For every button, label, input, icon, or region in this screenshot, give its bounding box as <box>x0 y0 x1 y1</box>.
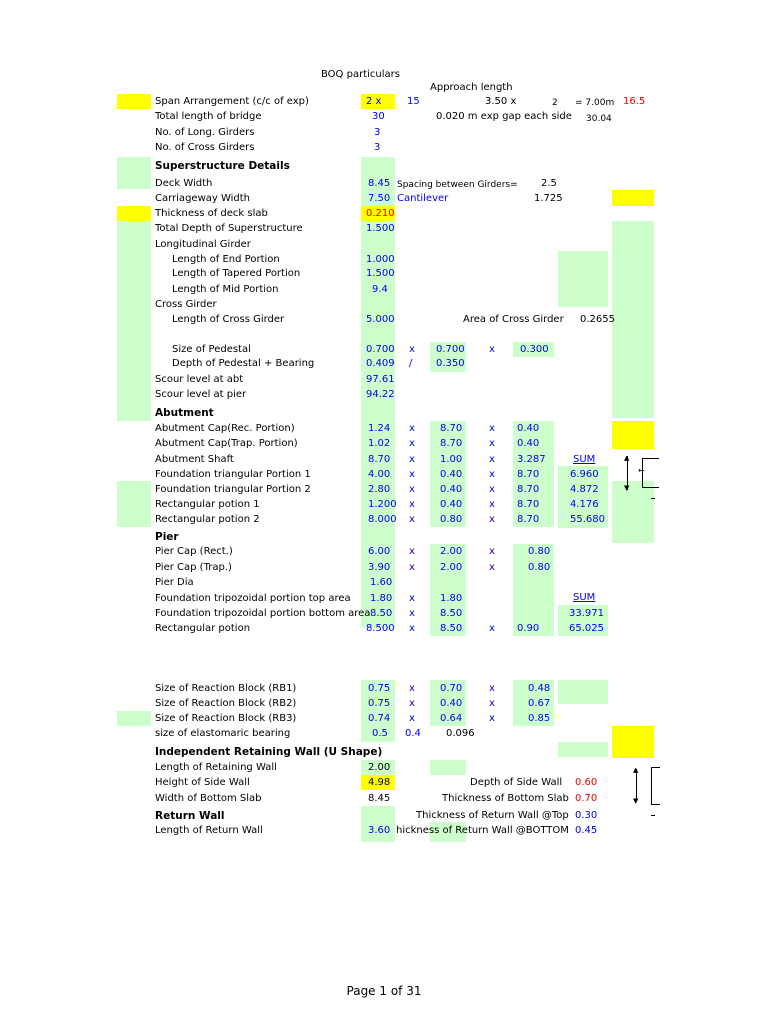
abutment-row-sum: 55.680 <box>570 514 605 525</box>
end-portion-value: 1.000 <box>366 254 395 265</box>
pier-dia-value: 1.60 <box>370 577 393 588</box>
abutment-row-v3: 8.70 <box>517 469 540 480</box>
pier-sum-label: SUM <box>573 592 596 603</box>
pier-cap-rect-op1: x <box>409 546 415 557</box>
highlight-a-block1 <box>117 221 151 421</box>
retaining-length-label: Length of Retaining Wall <box>155 762 277 773</box>
found-top-v1: 1.80 <box>370 593 393 604</box>
approach-length-label: Approach length <box>430 82 513 93</box>
bearing-v1: 0.5 <box>372 728 388 739</box>
total-length-label: Total length of bridge <box>155 111 262 122</box>
highlight-a-slab <box>117 206 151 221</box>
abutment-row-op1: x <box>409 454 415 465</box>
span-val4: = 7.00m <box>575 98 615 108</box>
pier-cap-rect-op2: x <box>489 546 495 557</box>
span-val2: 3.50 x <box>485 96 517 107</box>
rb3-label: Size of Reaction Block (RB3) <box>155 713 297 724</box>
found-bot-label: Foundation tripozoidal portion bottom area <box>155 608 371 619</box>
found-bot-sum: 33.971 <box>569 608 604 619</box>
pedestal-v1: 0.700 <box>366 344 395 355</box>
rb1-v3: 0.48 <box>528 683 551 694</box>
abutment-row-v2: 0.80 <box>440 514 463 525</box>
bottom-slab-width-value: 8.45 <box>368 793 391 804</box>
abutment-row-v3: 0.40 <box>517 438 540 449</box>
area-cross-value: 0.2655 <box>580 314 615 325</box>
abutment-row-op1: x <box>409 514 415 525</box>
girder-spacing-value: 2.5 <box>541 178 557 189</box>
retaining-length-value: 2.00 <box>368 762 391 773</box>
abutment-row-op1: x <box>409 469 415 480</box>
found-bot-op1: x <box>409 608 415 619</box>
abutment-row-v2: 0.40 <box>440 484 463 495</box>
tapered-label: Length of Tapered Portion <box>172 268 301 279</box>
highlight-a-super <box>117 157 151 189</box>
pedestal-op1: x <box>409 344 415 355</box>
abutment-arrow-diagram: ▲ ▼ ← <box>622 452 656 494</box>
pedestal-op2: x <box>489 344 495 355</box>
mid-value: 9.4 <box>372 284 388 295</box>
pier-rect-op2: x <box>489 623 495 634</box>
abutment-row-v3: 3.287 <box>517 454 546 465</box>
pedestal-v2: 0.700 <box>436 344 465 355</box>
pier-rect-sum: 65.025 <box>569 623 604 634</box>
abutment-row-op2: x <box>489 469 495 480</box>
tapered-value: 1.500 <box>366 268 395 279</box>
area-cross-note: Area of Cross Girder <box>463 314 564 325</box>
rb3-v1: 0.74 <box>368 713 391 724</box>
abutment-row-v2: 0.40 <box>440 469 463 480</box>
abutment-sum-label: SUM <box>573 454 596 465</box>
abutment-row-op1: x <box>409 484 415 495</box>
abutment-row-v2: 8.70 <box>440 438 463 449</box>
end-portion-label: Length of End Portion <box>172 254 280 265</box>
bearing-v3: 0.096 <box>446 728 475 739</box>
abutment-row-label: Foundation triangular Portion 1 <box>155 469 311 480</box>
mid-label: Length of Mid Portion <box>172 284 279 295</box>
ped-depth-op1: / <box>409 358 413 369</box>
abutment-row-v1: 4.00 <box>368 469 391 480</box>
rb1-label: Size of Reaction Block (RB1) <box>155 683 297 694</box>
found-top-v2: 1.80 <box>440 593 463 604</box>
rb3-op1: x <box>409 713 415 724</box>
pier-cap-rect-v1: 6.00 <box>368 546 391 557</box>
cross-girder-label: Cross Girder <box>155 299 217 310</box>
girder-spacing-note: Spacing between Girders= <box>397 180 518 190</box>
scour-pier-label: Scour level at pier <box>155 389 247 400</box>
span-mult: 2 x <box>366 96 382 107</box>
abutment-row-op1: x <box>409 499 415 510</box>
highlight-r-carriage <box>612 190 654 206</box>
super-heading: Superstructure Details <box>155 160 290 172</box>
found-bot-v2: 8.50 <box>440 608 463 619</box>
rb2-v3: 0.67 <box>528 698 551 709</box>
pier-cap-rect-v3: 0.80 <box>528 546 551 557</box>
span-val3: 2 <box>552 98 558 108</box>
highlight-sum-retain <box>558 742 608 757</box>
rb2-v2: 0.40 <box>440 698 463 709</box>
abutment-row-sum: 4.872 <box>570 484 599 495</box>
page-title: BOQ particulars <box>321 69 400 80</box>
side-wall-depth-value: 0.60 <box>575 777 598 788</box>
long-girders-label: No. of Long. Girders <box>155 127 255 138</box>
span-label: Span Arrangement (c/c of exp) <box>155 96 309 107</box>
rb3-op2: x <box>489 713 495 724</box>
carriageway-label: Carriageway Width <box>155 193 251 204</box>
total-depth-value: 1.500 <box>366 223 395 234</box>
len-cross-label: Length of Cross Girder <box>172 314 285 325</box>
carriageway-value: 7.50 <box>368 193 391 204</box>
abutment-row-label: Abutment Cap(Rec. Portion) <box>155 423 295 434</box>
abutment-row-sum: 4.176 <box>570 499 599 510</box>
abutment-row-label: Abutment Cap(Trap. Portion) <box>155 438 298 449</box>
return-bottom-value: 0.45 <box>575 825 598 836</box>
return-length-value: 3.60 <box>368 825 391 836</box>
page-footer: Page 1 of 31 <box>346 984 422 998</box>
pier-cap-trap-v1: 3.90 <box>368 562 391 573</box>
pier-cap-rect-label: Pier Cap (Rect.) <box>155 546 233 557</box>
highlight-r-retain <box>612 726 654 758</box>
pier-rect-label: Rectangular potion <box>155 623 251 634</box>
highlight-sum-rb <box>558 680 608 704</box>
pier-rect-v2: 8.50 <box>440 623 463 634</box>
highlight-a-span <box>117 94 151 109</box>
abutment-row-op2: x <box>489 423 495 434</box>
highlight-sum-tall <box>558 251 608 307</box>
abutment-row-op2: x <box>489 438 495 449</box>
dash-mark-2 <box>651 815 655 816</box>
ped-depth-v1: 0.409 <box>366 358 395 369</box>
abutment-row-v1: 8.70 <box>368 454 391 465</box>
cross-girders-value: 3 <box>374 142 381 153</box>
retaining-heading: Independent Retaining Wall (U Shape) <box>155 746 383 758</box>
highlight-a-rb3 <box>117 711 151 726</box>
abutment-row-label: Rectangular potion 1 <box>155 499 260 510</box>
pier-rect-v3: 0.90 <box>517 623 540 634</box>
abutment-row-sum: 6.960 <box>570 469 599 480</box>
rb2-label: Size of Reaction Block (RB2) <box>155 698 297 709</box>
abutment-row-v1: 1.200 <box>368 499 397 510</box>
pier-rect-v1: 8.500 <box>366 623 395 634</box>
pedestal-v3: 0.300 <box>520 344 549 355</box>
total-length-value: 30 <box>372 111 385 122</box>
pier-rect-op1: x <box>409 623 415 634</box>
pier-cap-trap-v3: 0.80 <box>528 562 551 573</box>
abutment-row-v2: 0.40 <box>440 499 463 510</box>
pier-cap-trap-op1: x <box>409 562 415 573</box>
abutment-row-v1: 1.24 <box>368 423 391 434</box>
abutment-row-v1: 2.80 <box>368 484 391 495</box>
abutment-row-v3: 8.70 <box>517 499 540 510</box>
abutment-row-v1: 8.000 <box>368 514 397 525</box>
pier-cap-rect-v2: 2.00 <box>440 546 463 557</box>
total-length-note: 0.020 m exp gap each side <box>436 111 572 122</box>
bottom-slab-width-label: Width of Bottom Slab <box>155 793 262 804</box>
rb1-op2: x <box>489 683 495 694</box>
rb1-op1: x <box>409 683 415 694</box>
deck-width-value: 8.45 <box>368 178 391 189</box>
deck-slab-label: Thickness of deck slab <box>155 208 268 219</box>
cantilever-note: Cantilever <box>397 193 449 204</box>
abutment-row-v3: 8.70 <box>517 514 540 525</box>
long-girders-value: 3 <box>374 127 381 138</box>
abutment-row-v3: 0.40 <box>517 423 540 434</box>
abutment-heading: Abutment <box>155 407 214 419</box>
deck-width-label: Deck Width <box>155 178 213 189</box>
found-bot-v1: 8.50 <box>370 608 393 619</box>
found-top-label: Foundation tripozoidal portion top area <box>155 593 351 604</box>
pier-cap-trap-v2: 2.00 <box>440 562 463 573</box>
cross-girders-label: No. of Cross Girders <box>155 142 255 153</box>
len-cross-value: 5.000 <box>366 314 395 325</box>
deck-slab-value: 0.210 <box>366 208 395 219</box>
scour-pier-value: 94.22 <box>366 389 395 400</box>
pier-cap-trap-op2: x <box>489 562 495 573</box>
total-length-value2: 30.04 <box>586 114 612 124</box>
abutment-row-op2: x <box>489 484 495 495</box>
abutment-row-v2: 8.70 <box>440 423 463 434</box>
found-top-op1: x <box>409 593 415 604</box>
cantilever-value: 1.725 <box>534 193 563 204</box>
span-val5: 16.5 <box>623 96 646 107</box>
abutment-row-op2: x <box>489 514 495 525</box>
pedestal-label: Size of Pedestal <box>172 344 251 355</box>
retaining-arrow-diagram: ▲ ▼ <box>630 763 660 807</box>
rb2-v1: 0.75 <box>368 698 391 709</box>
abutment-row-v2: 1.00 <box>440 454 463 465</box>
span-val1: 15 <box>407 96 420 107</box>
return-bottom-note: hickness of Return Wall @BOTTOM <box>396 825 569 836</box>
abutment-row-op2: x <box>489 454 495 465</box>
pier-dia-label: Pier Dia <box>155 577 194 588</box>
highlight-v2-retain <box>430 760 466 775</box>
pier-cap-trap-label: Pier Cap (Trap.) <box>155 562 232 573</box>
rb2-op1: x <box>409 698 415 709</box>
ped-depth-label: Depth of Pedestal + Bearing <box>172 358 315 369</box>
abutment-row-label: Rectangular potion 2 <box>155 514 260 525</box>
side-wall-height-label: Height of Side Wall <box>155 777 250 788</box>
abutment-row-op1: x <box>409 438 415 449</box>
abutment-row-v1: 1.02 <box>368 438 391 449</box>
scour-abt-value: 97.61 <box>366 374 395 385</box>
rb3-v2: 0.64 <box>440 713 463 724</box>
rb3-v3: 0.85 <box>528 713 551 724</box>
return-top-note: Thickness of Return Wall @Top <box>416 810 569 821</box>
highlight-r-block1 <box>612 221 654 418</box>
bearing-v2: 0.4 <box>405 728 421 739</box>
return-top-value: 0.30 <box>575 810 598 821</box>
highlight-r-abt <box>612 421 654 449</box>
dash-mark <box>651 498 655 499</box>
abutment-row-op1: x <box>409 423 415 434</box>
total-depth-label: Total Depth of Superstructure <box>155 223 303 234</box>
abutment-row-op2: x <box>489 499 495 510</box>
long-girder-label: Longitudinal Girder <box>155 239 251 250</box>
return-length-label: Length of Return Wall <box>155 825 263 836</box>
abutment-row-v3: 8.70 <box>517 484 540 495</box>
side-wall-height-value: 4.98 <box>368 777 391 788</box>
return-wall-heading: Return Wall <box>155 810 225 822</box>
rb1-v2: 0.70 <box>440 683 463 694</box>
bearing-label: size of elastomaric bearing <box>155 728 291 739</box>
bottom-slab-thick-value: 0.70 <box>575 793 598 804</box>
abutment-row-label: Abutment Shaft <box>155 454 234 465</box>
bottom-slab-thick-note: Thickness of Bottom Slab <box>442 793 569 804</box>
rb1-v1: 0.75 <box>368 683 391 694</box>
scour-abt-label: Scour level at abt <box>155 374 244 385</box>
highlight-a-block2 <box>117 481 151 527</box>
abutment-row-label: Foundation triangular Portion 2 <box>155 484 311 495</box>
rb2-op2: x <box>489 698 495 709</box>
pier-heading: Pier <box>155 531 179 543</box>
ped-depth-v2: 0.350 <box>436 358 465 369</box>
side-wall-depth-note: Depth of Side Wall <box>470 777 563 788</box>
